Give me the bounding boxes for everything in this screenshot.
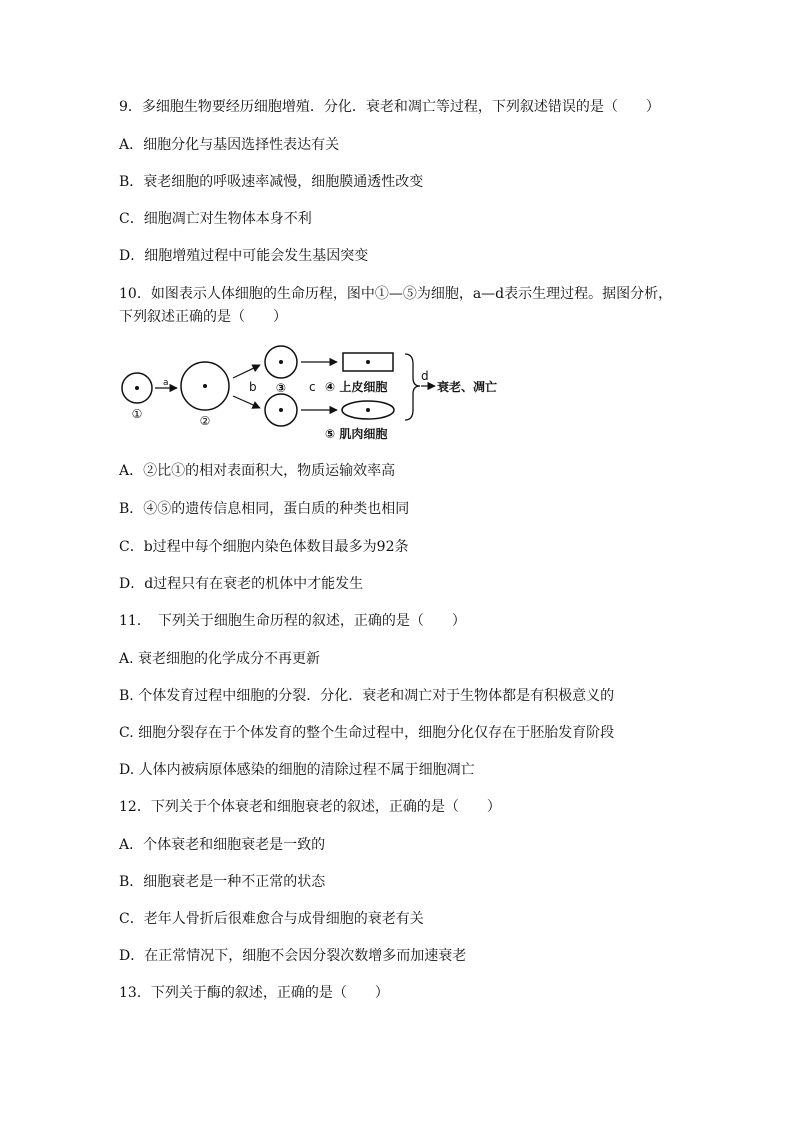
cell-3 [265, 346, 297, 378]
cell-4-label: ④ 上皮细胞 [325, 380, 388, 394]
question-10-option-a: A．②比①的相对表面积大，物质运输效率高 [119, 463, 396, 479]
process-b-arrow-up [233, 365, 260, 378]
cell-4-epithelial [343, 353, 393, 371]
question-9-option-c: C．细胞凋亡对生物体本身不利 [119, 211, 312, 227]
question-11-option-c: C. 细胞分裂存在于个体发育的整个生命过程中，细胞分化仅存在于胚胎发育阶段 [119, 725, 615, 741]
question-11-option-a: A. 衰老细胞的化学成分不再更新 [119, 651, 321, 667]
question-12-stem: 12．下列关于个体衰老和细胞衰老的叙述，正确的是（ ） [119, 799, 501, 815]
question-9-option-d: D．细胞增殖过程中可能会发生基因突变 [119, 248, 369, 264]
outcome-label: 衰老、凋亡 [437, 380, 498, 394]
question-9-option-a: A．细胞分化与基因选择性表达有关 [119, 137, 340, 153]
question-10-option-d: D．d过程只有在衰老的机体中才能发生 [119, 576, 364, 592]
question-12-option-b: B．细胞衰老是一种不正常的状态 [119, 874, 326, 890]
cell-3-label: ③ [275, 381, 287, 395]
cell-2-label: ② [199, 414, 211, 428]
process-b-arrow-down [233, 396, 260, 408]
question-9-stem: 9．多细胞生物要经历细胞增殖．分化．衰老和凋亡等过程，下列叙述错误的是（ ） [119, 99, 660, 115]
process-c-label: c [309, 380, 316, 394]
question-13-stem: 13．下列关于酶的叙述，正确的是（ ） [119, 985, 389, 1001]
question-10-stem-line2: 下列叙述正确的是（ ） [119, 309, 287, 325]
question-12-option-a: A．个体衰老和细胞衰老是一致的 [119, 837, 326, 853]
process-a-label: a [163, 378, 169, 388]
cell-1 [122, 373, 152, 403]
question-11-option-d: D. 人体内被病原体感染的细胞的清除过程不属于细胞凋亡 [119, 762, 475, 778]
question-11-stem: 11． 下列关于细胞生命历程的叙述，正确的是（ ） [119, 613, 466, 629]
question-10-option-b: B．④⑤的遗传信息相同，蛋白质的种类也相同 [119, 501, 410, 517]
cell-1-label: ① [131, 407, 143, 421]
question-12-option-c: C．老年人骨折后很难愈合与成骨细胞的衰老有关 [119, 911, 424, 927]
cell-lower-unlabeled [265, 394, 297, 426]
cell-5-label: ⑤ 肌肉细胞 [325, 427, 388, 441]
cell-5-muscle [342, 401, 394, 419]
question-12-option-d: D．在正常情况下，细胞不会因分裂次数增多而加速衰老 [119, 948, 467, 964]
cell-life-history-diagram [115, 340, 535, 450]
process-d-label: d [421, 369, 429, 383]
question-10-option-c: C．b过程中每个细胞内染色体数目最多为92条 [119, 539, 409, 555]
question-11-option-b: B. 个体发育过程中细胞的分裂．分化．衰老和凋亡对于生物体都是有积极意义的 [119, 688, 615, 704]
cell-2 [181, 362, 229, 410]
brace-d [405, 354, 420, 420]
question-9-option-b: B．衰老细胞的呼吸速率减慢，细胞膜通透性改变 [119, 174, 424, 190]
question-10-stem-line1: 10．如图表示人体细胞的生命历程，图中①—⑤为细胞，a—d表示生理过程。据图分析， [119, 286, 673, 302]
process-b-label: b [249, 380, 257, 394]
